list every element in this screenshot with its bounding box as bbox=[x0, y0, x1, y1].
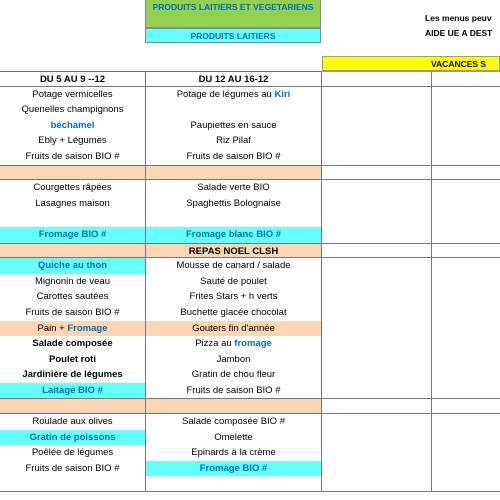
menu-text: Pizza au bbox=[195, 338, 235, 350]
legend-dairy: PRODUITS LAITIERS bbox=[145, 28, 321, 43]
menu-cell bbox=[431, 289, 500, 305]
menu-cell bbox=[321, 305, 431, 321]
menu-cell bbox=[431, 461, 500, 477]
menu-text: Omelette bbox=[214, 431, 253, 443]
menu-cell bbox=[145, 321, 321, 337]
menu-text: Sauté de poulet bbox=[200, 275, 267, 287]
menu-cell bbox=[431, 430, 500, 446]
vacances-banner: VACANCES S bbox=[322, 56, 500, 71]
menu-cell bbox=[145, 87, 321, 103]
menu-text: Fromage BIO # bbox=[199, 462, 268, 474]
menu-cell bbox=[0, 352, 145, 368]
menu-text: Fromage bbox=[67, 322, 108, 334]
menu-cell bbox=[0, 430, 145, 446]
menu-cell bbox=[321, 414, 431, 430]
menu-cell bbox=[431, 352, 500, 368]
menu-cell bbox=[145, 476, 321, 492]
menu-text: Gratin de poissons bbox=[29, 431, 116, 443]
menu-cell bbox=[0, 196, 145, 212]
menu-cell bbox=[431, 398, 500, 414]
menu-cell bbox=[0, 180, 145, 196]
menu-cell bbox=[0, 398, 145, 414]
menu-text: Fromage blanc BIO # bbox=[185, 228, 282, 240]
menu-text: Laitage BIO # bbox=[42, 384, 103, 396]
menu-cell bbox=[0, 476, 145, 492]
menu-cell bbox=[0, 102, 145, 118]
menu-cell bbox=[0, 243, 145, 259]
menu-cell bbox=[321, 289, 431, 305]
menu-text: Riz Pilaf bbox=[216, 135, 251, 147]
menu-cell bbox=[0, 227, 145, 243]
menu-text: Mousse de canard / salade bbox=[176, 260, 291, 272]
menu-cell bbox=[431, 165, 500, 181]
menu-text: Roulade aux olives bbox=[32, 416, 113, 428]
menu-cell bbox=[431, 305, 500, 321]
table-row bbox=[0, 414, 500, 430]
menu-cell bbox=[321, 274, 431, 290]
menu-cell bbox=[431, 476, 500, 492]
menu-cell bbox=[0, 149, 145, 165]
menu-cell bbox=[431, 445, 500, 461]
menu-cell bbox=[431, 149, 500, 165]
menu-cell bbox=[321, 445, 431, 461]
menu-cell bbox=[321, 321, 431, 337]
menu-text: Salade composée BIO # bbox=[182, 416, 285, 428]
menu-cell bbox=[0, 461, 145, 477]
menu-cell bbox=[431, 87, 500, 103]
menu-cell bbox=[0, 321, 145, 337]
menu-text: Courgettes râpées bbox=[33, 182, 112, 194]
menu-cell bbox=[431, 243, 500, 259]
menu-cell bbox=[431, 367, 500, 383]
separator-row bbox=[0, 165, 500, 181]
menu-cell bbox=[431, 321, 500, 337]
table-row bbox=[0, 87, 500, 103]
menu-cell bbox=[145, 445, 321, 461]
menu-cell bbox=[0, 118, 145, 134]
table-row bbox=[0, 321, 500, 337]
table-row bbox=[0, 430, 500, 446]
menu-cell bbox=[145, 367, 321, 383]
menu-cell bbox=[145, 243, 321, 259]
menu-cell bbox=[0, 445, 145, 461]
menu-text: Gouters fin d'année bbox=[192, 322, 275, 334]
menu-cell bbox=[0, 383, 145, 399]
menu-cell bbox=[431, 196, 500, 212]
table-row bbox=[0, 196, 500, 212]
menu-cell bbox=[321, 367, 431, 383]
menu-cell bbox=[0, 414, 145, 430]
menu-cell bbox=[321, 118, 431, 134]
separator-row bbox=[0, 398, 500, 414]
menu-cell bbox=[321, 165, 431, 181]
table-row bbox=[0, 258, 500, 274]
menu-cell bbox=[0, 289, 145, 305]
menu-cell bbox=[145, 274, 321, 290]
menu-text: Pain + bbox=[37, 322, 68, 334]
menu-text: Carottes sautées bbox=[36, 291, 109, 303]
menu-cell bbox=[145, 289, 321, 305]
menu-cell bbox=[0, 336, 145, 352]
menu-cell bbox=[145, 227, 321, 243]
table-row bbox=[0, 476, 500, 492]
menu-cell bbox=[0, 367, 145, 383]
menu-cell bbox=[0, 165, 145, 181]
menu-cell bbox=[431, 211, 500, 227]
menu-text: Ebly + Légumes bbox=[38, 135, 107, 147]
menu-text: Frites Stars + h verts bbox=[189, 291, 278, 303]
menu-cell bbox=[145, 305, 321, 321]
menu-cell bbox=[321, 336, 431, 352]
menu-cell bbox=[0, 211, 145, 227]
menu-text: Potage vermicelles bbox=[32, 88, 113, 100]
menu-text: Epinards à la crème bbox=[191, 447, 276, 459]
menu-text: Jardinière de légumes bbox=[22, 369, 123, 381]
menu-cell bbox=[145, 102, 321, 118]
menu-cell bbox=[145, 336, 321, 352]
table-row bbox=[0, 180, 500, 196]
menu-text: Jambon bbox=[216, 353, 251, 365]
menu-cell bbox=[431, 258, 500, 274]
week-header-row bbox=[0, 71, 500, 87]
menu-cell bbox=[145, 258, 321, 274]
table-row bbox=[0, 305, 500, 321]
week-2-header: DU 12 AU 16-12 bbox=[145, 71, 321, 87]
menu-text: Mignonin de veau bbox=[35, 275, 110, 287]
menu-cell bbox=[431, 180, 500, 196]
menu-cell bbox=[0, 87, 145, 103]
menu-text: Fromage BIO # bbox=[38, 228, 107, 240]
menu-cell bbox=[145, 180, 321, 196]
menu-cell bbox=[321, 102, 431, 118]
table-row bbox=[0, 383, 500, 399]
menu-cell bbox=[321, 196, 431, 212]
menu-text: Spaghettis Bolognaise bbox=[186, 197, 281, 209]
menu-text: Kiri bbox=[274, 88, 291, 100]
menu-text: Fruits de saison BIO # bbox=[25, 462, 120, 474]
table-row bbox=[0, 211, 500, 227]
menu-text: Quiche au thon bbox=[37, 260, 108, 272]
table-row bbox=[0, 461, 500, 477]
table-row bbox=[0, 445, 500, 461]
menu-note: Les menus peuv bbox=[425, 13, 492, 23]
menu-cell bbox=[321, 180, 431, 196]
menu-cell bbox=[145, 196, 321, 212]
menu-cell bbox=[145, 383, 321, 399]
menu-cell bbox=[145, 211, 321, 227]
menu-cell bbox=[145, 430, 321, 446]
table-row bbox=[0, 336, 500, 352]
legend-vegetarian: PRODUITS LAITIERS ET VEGETARIENS bbox=[145, 0, 321, 28]
menu-cell bbox=[0, 274, 145, 290]
menu-cell bbox=[321, 352, 431, 368]
menu-text: Poêlée de légumes bbox=[31, 447, 114, 459]
menu-cell bbox=[0, 305, 145, 321]
menu-cell bbox=[321, 258, 431, 274]
menu-cell bbox=[431, 102, 500, 118]
menu-cell bbox=[145, 165, 321, 181]
table-row bbox=[0, 102, 500, 118]
menu-table bbox=[0, 71, 500, 492]
menu-cell bbox=[321, 133, 431, 149]
menu-cell bbox=[431, 274, 500, 290]
table-row bbox=[0, 133, 500, 149]
table-row bbox=[0, 227, 500, 243]
table-row bbox=[0, 118, 500, 134]
menu-text: Lasagnes maison bbox=[35, 197, 110, 209]
menu-text: Potage de légumes au bbox=[176, 88, 275, 100]
menu-text: Quenelles champignons bbox=[21, 104, 124, 116]
menu-cell bbox=[321, 87, 431, 103]
menu-cell bbox=[145, 118, 321, 134]
menu-text: Fruits de saison BIO # bbox=[186, 384, 281, 396]
table-row bbox=[0, 289, 500, 305]
menu-cell bbox=[321, 149, 431, 165]
menu-cell bbox=[431, 227, 500, 243]
aid-note: AIDE UE A DEST bbox=[425, 28, 493, 38]
menu-cell bbox=[145, 461, 321, 477]
menu-text: Gratin de chou fleur bbox=[191, 369, 276, 381]
menu-cell bbox=[321, 430, 431, 446]
menu-cell bbox=[321, 461, 431, 477]
menu-cell bbox=[145, 133, 321, 149]
menu-cell bbox=[321, 398, 431, 414]
menu-text: Poulet roti bbox=[49, 353, 96, 365]
table-row bbox=[0, 367, 500, 383]
menu-cell bbox=[0, 258, 145, 274]
menu-text: Fruits de saison BIO # bbox=[186, 150, 281, 162]
menu-cell bbox=[321, 227, 431, 243]
week-1-header: DU 5 AU 9 --12 bbox=[0, 71, 145, 87]
menu-cell bbox=[431, 118, 500, 134]
menu-cell bbox=[0, 133, 145, 149]
menu-text: Salade composée bbox=[32, 338, 113, 350]
menu-cell bbox=[431, 133, 500, 149]
week-3-header bbox=[321, 71, 431, 87]
menu-text: Buchette glacée chocolat bbox=[180, 306, 287, 318]
menu-cell bbox=[431, 414, 500, 430]
menu-text: béchamel bbox=[50, 119, 95, 131]
table-row bbox=[0, 149, 500, 165]
menu-text: REPAS NOEL CLSH bbox=[188, 245, 279, 257]
menu-text: fromage bbox=[234, 338, 272, 350]
table-row bbox=[0, 274, 500, 290]
menu-cell bbox=[321, 383, 431, 399]
menu-cell bbox=[321, 211, 431, 227]
menu-cell bbox=[145, 398, 321, 414]
menu-cell bbox=[145, 352, 321, 368]
menu-cell bbox=[145, 149, 321, 165]
week-4-header bbox=[431, 71, 500, 87]
menu-text: Paupiettes en sauce bbox=[190, 119, 277, 131]
menu-cell bbox=[431, 383, 500, 399]
menu-cell bbox=[321, 476, 431, 492]
menu-text: Fruits de saison BIO # bbox=[25, 150, 120, 162]
menu-text: Fruits de saison BIO # bbox=[25, 306, 120, 318]
menu-text: Salade verte BIO bbox=[197, 182, 270, 194]
menu-cell bbox=[431, 336, 500, 352]
table-row bbox=[0, 352, 500, 368]
menu-cell bbox=[321, 243, 431, 259]
separator-row bbox=[0, 243, 500, 259]
menu-cell bbox=[145, 414, 321, 430]
